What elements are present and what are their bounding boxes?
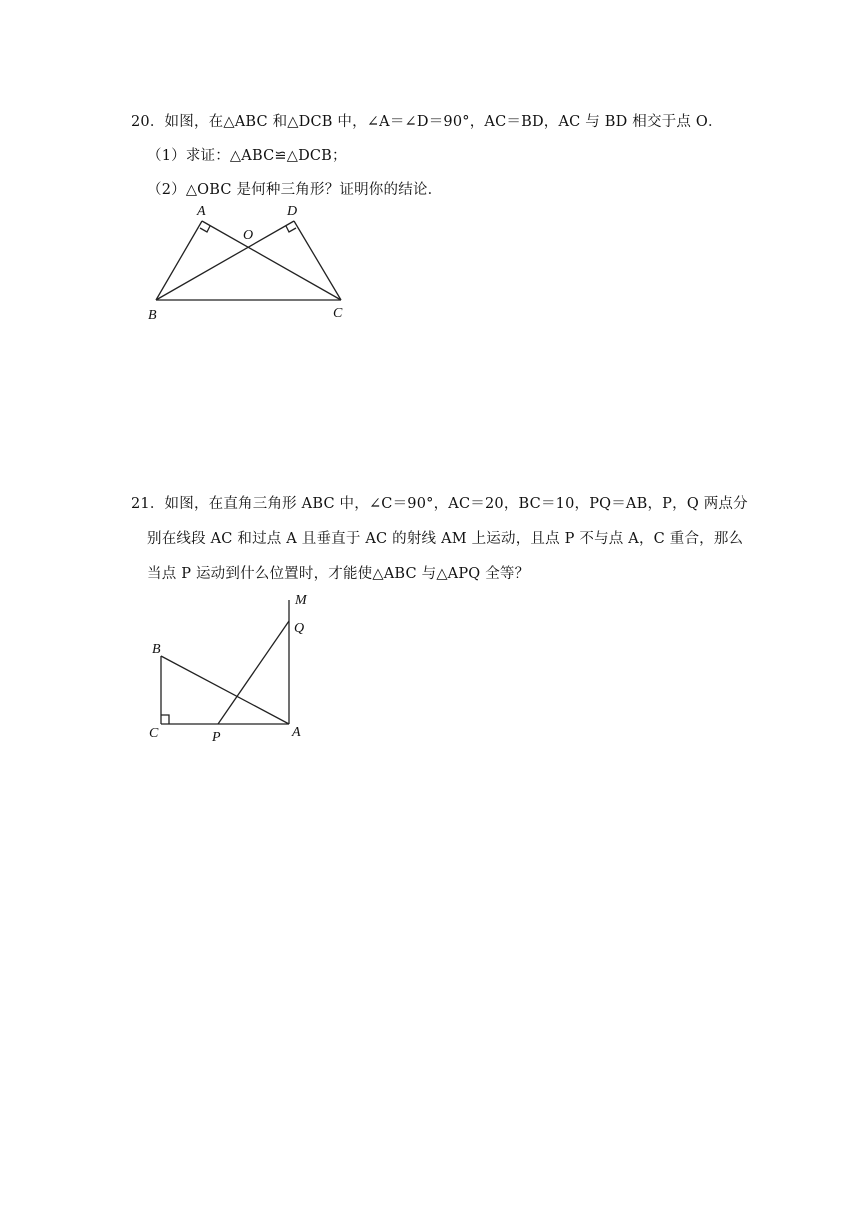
label-p: P	[212, 730, 221, 745]
right-angle-mark-d	[286, 226, 296, 232]
q20-part2: （2）△OBC 是何种三角形？证明你的结论．	[147, 182, 443, 198]
label-c: C	[333, 306, 343, 321]
segment-bd	[156, 221, 294, 300]
q20-stem: 20．如图，在△ABC 和△DCB 中，∠A＝∠D＝90°，AC＝BD，AC 与 BD 相交于点 O．	[131, 114, 723, 130]
label-c: C	[149, 726, 159, 741]
segment-pq	[218, 621, 289, 724]
q21-stem-line1: 21．如图，在直角三角形 ABC 中，∠C＝90°，AC＝20，BC＝10，PQ＝AB，P，Q 两点分	[131, 496, 748, 512]
label-b: B	[152, 642, 161, 657]
q21-stem-line3: 当点 P 运动到什么位置时，才能使△ABC 与△APQ 全等？	[147, 566, 530, 582]
q20-figure	[140, 200, 370, 325]
q20-part1: （1）求证：△ABC≌△DCB；	[147, 148, 347, 164]
q21-stem-line2: 别在线段 AC 和过点 A 且垂直于 AC 的射线 AM 上运动，且点 P 不与点 A，C 重合，那么	[147, 531, 744, 547]
label-o: O	[243, 228, 254, 243]
label-b: B	[148, 308, 157, 323]
segment-ba	[156, 221, 202, 300]
right-angle-mark-c	[161, 715, 169, 724]
label-d: D	[287, 204, 298, 219]
label-q: Q	[294, 621, 305, 636]
segment-dc	[294, 221, 341, 300]
label-a: A	[292, 725, 301, 740]
segment-ac	[202, 221, 341, 300]
right-angle-mark-a	[200, 226, 210, 232]
label-a: A	[197, 204, 206, 219]
q21-figure	[140, 590, 330, 750]
label-m: M	[295, 593, 307, 608]
